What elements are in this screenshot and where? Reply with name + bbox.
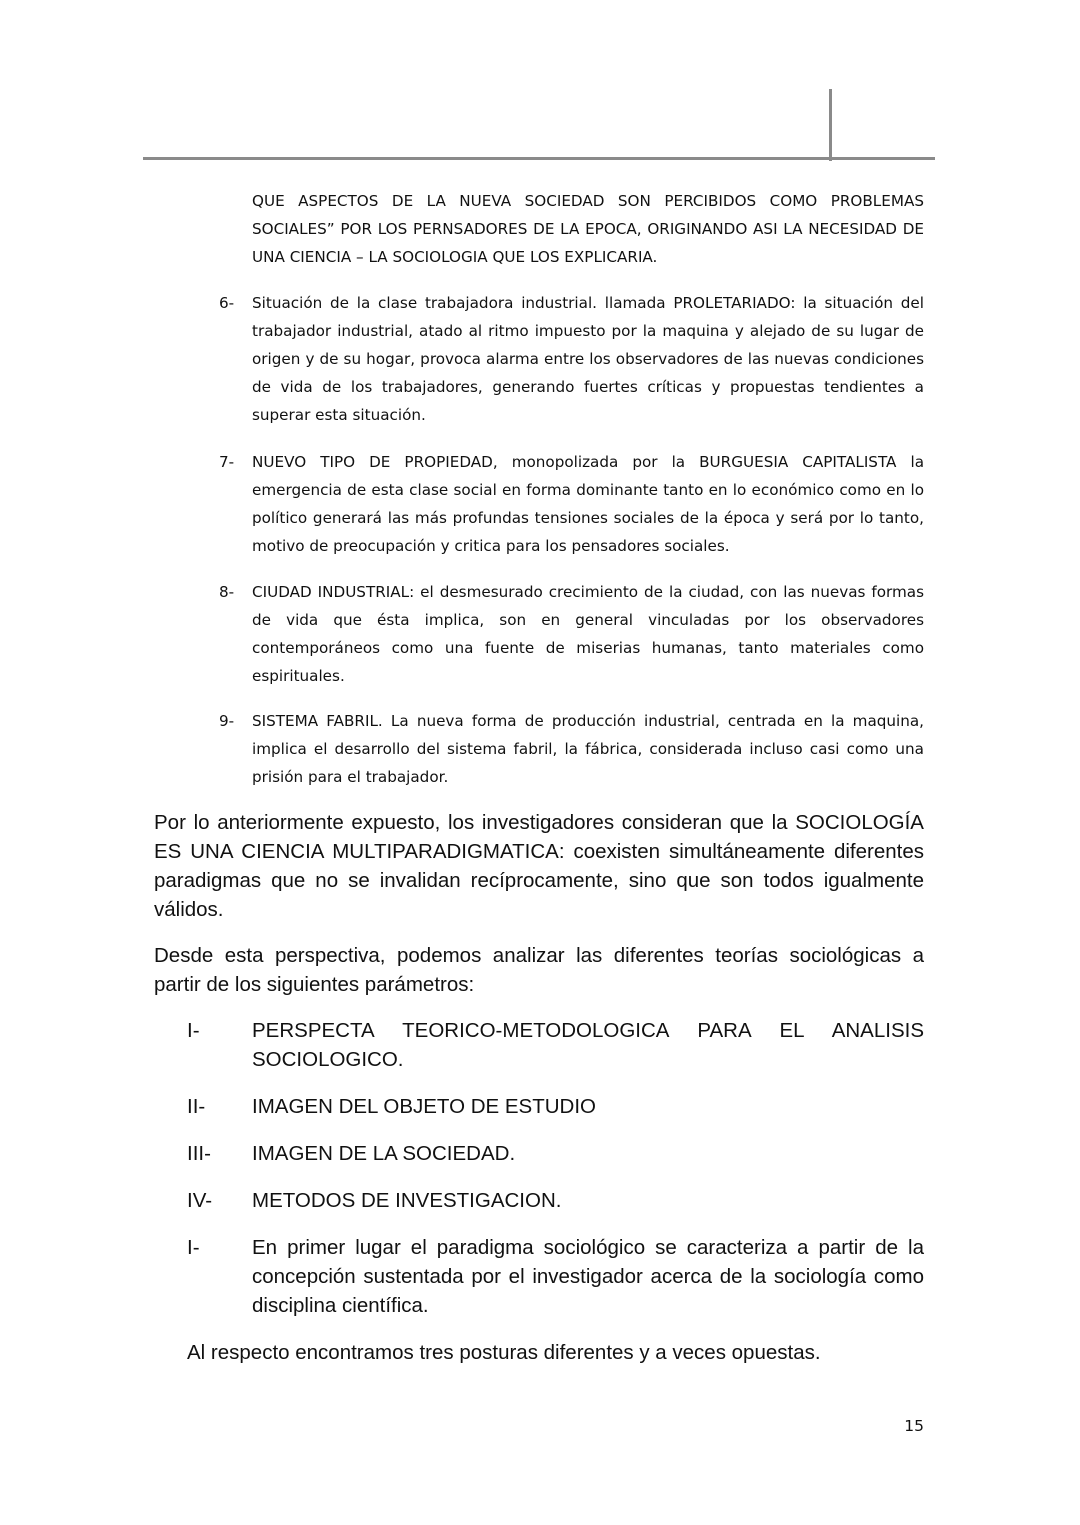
intro-continuation: QUE ASPECTOS DE LA NUEVA SOCIEDAD SON PERCIBIDOS COMO PROBLEMAS SOCIALES” POR LOS PERNSADORES DE LA EPOCA, ORIGINANDO ASI LA NECESIDAD DE UNA CIENCIA – LA SOCIOLOGIA QUE LOS EXPLICARIA. xyxy=(252,192,924,266)
parameter-number: II- xyxy=(187,1095,206,1118)
first-parameter-detail xyxy=(187,1233,924,1320)
list-item-text: Situación de la clase trabajadora industrial. llamada PROLETARIADO: la situación del trabajador industrial, atado al ritmo impuesto por la maquina y alejado de su lugar de origen y de su hogar, provoca alarma entre los observadores de las nuevas condiciones de vida de los trabajadores, generando fuertes críticas y propuestas tendientes a superar esta situación. xyxy=(252,294,924,424)
multiparadigm-paragraph: Por lo anteriormente expuesto, los investigadores consideran que la SOCIOLOGÍA ES UNA CIENCIA MULTIPARADIGMATICA: coexisten simultáneamente diferentes paradigmas que no se invalidan recíprocamente, sino que son todos igualmente válidos. xyxy=(154,811,924,921)
list-item-text: NUEVO TIPO DE PROPIEDAD, monopolizada por la BURGUESIA CAPITALISTA la emergencia de esta clase social en forma dominante tanto en lo económico como en lo político generará las más profundas tensiones sociales de la época y será por lo tanto, motivo de preocupación y critica para los pensadores sociales. xyxy=(252,453,924,555)
list-item-9 xyxy=(219,707,924,791)
parameter-item-4 xyxy=(187,1186,924,1215)
parameter-text: IMAGEN DEL OBJETO DE ESTUDIO xyxy=(252,1095,597,1118)
list-item-number: 9- xyxy=(219,712,235,730)
list-item-number: 6- xyxy=(219,294,235,312)
parameter-number: I- xyxy=(187,1236,200,1259)
list-item-8 xyxy=(219,578,924,690)
parameter-number: III- xyxy=(187,1142,211,1165)
parameter-text: METODOS DE INVESTIGACION. xyxy=(252,1189,562,1212)
parameter-item-2 xyxy=(187,1092,924,1121)
parameter-item-3 xyxy=(187,1139,924,1168)
parameters-intro-paragraph: Desde esta perspectiva, podemos analizar las diferentes teorías sociológicas a partir de los siguientes parámetros: xyxy=(154,944,924,996)
header-rule xyxy=(143,157,935,160)
list-item-text: CIUDAD INDUSTRIAL: el desmesurado crecimiento de la ciudad, con las nuevas formas de vida que ésta implica, son en general vinculadas por los observadores contemporáneos como una fuente de miserias humanas, tanto materiales como espirituales. xyxy=(252,583,924,685)
page-number: 15 xyxy=(904,1417,924,1435)
parameter-text: PERSPECTA TEORICO-METODOLOGICA PARA EL ANALISIS SOCIOLOGICO. xyxy=(252,1019,924,1071)
closing-sentence: Al respecto encontramos tres posturas diferentes y a veces opuestas. xyxy=(187,1341,821,1364)
header-divider-tick xyxy=(829,89,832,161)
parameter-number: I- xyxy=(187,1019,200,1042)
list-item-text: SISTEMA FABRIL. La nueva forma de producción industrial, centrada en la maquina, implica el desarrollo del sistema fabril, la fábrica, considerada incluso casi como una prisión para el trabajador. xyxy=(252,712,924,786)
parameter-number: IV- xyxy=(187,1189,213,1212)
parameter-text: IMAGEN DE LA SOCIEDAD. xyxy=(252,1142,516,1165)
list-item-number: 8- xyxy=(219,583,235,601)
list-item-7 xyxy=(219,448,924,560)
list-item-6 xyxy=(219,289,924,429)
parameter-item-1 xyxy=(187,1016,924,1074)
list-item-number: 7- xyxy=(219,453,235,471)
parameter-text: En primer lugar el paradigma sociológico se caracteriza a partir de la concepción sustentada por el investigador acerca de la sociología como disciplina científica. xyxy=(252,1236,924,1317)
